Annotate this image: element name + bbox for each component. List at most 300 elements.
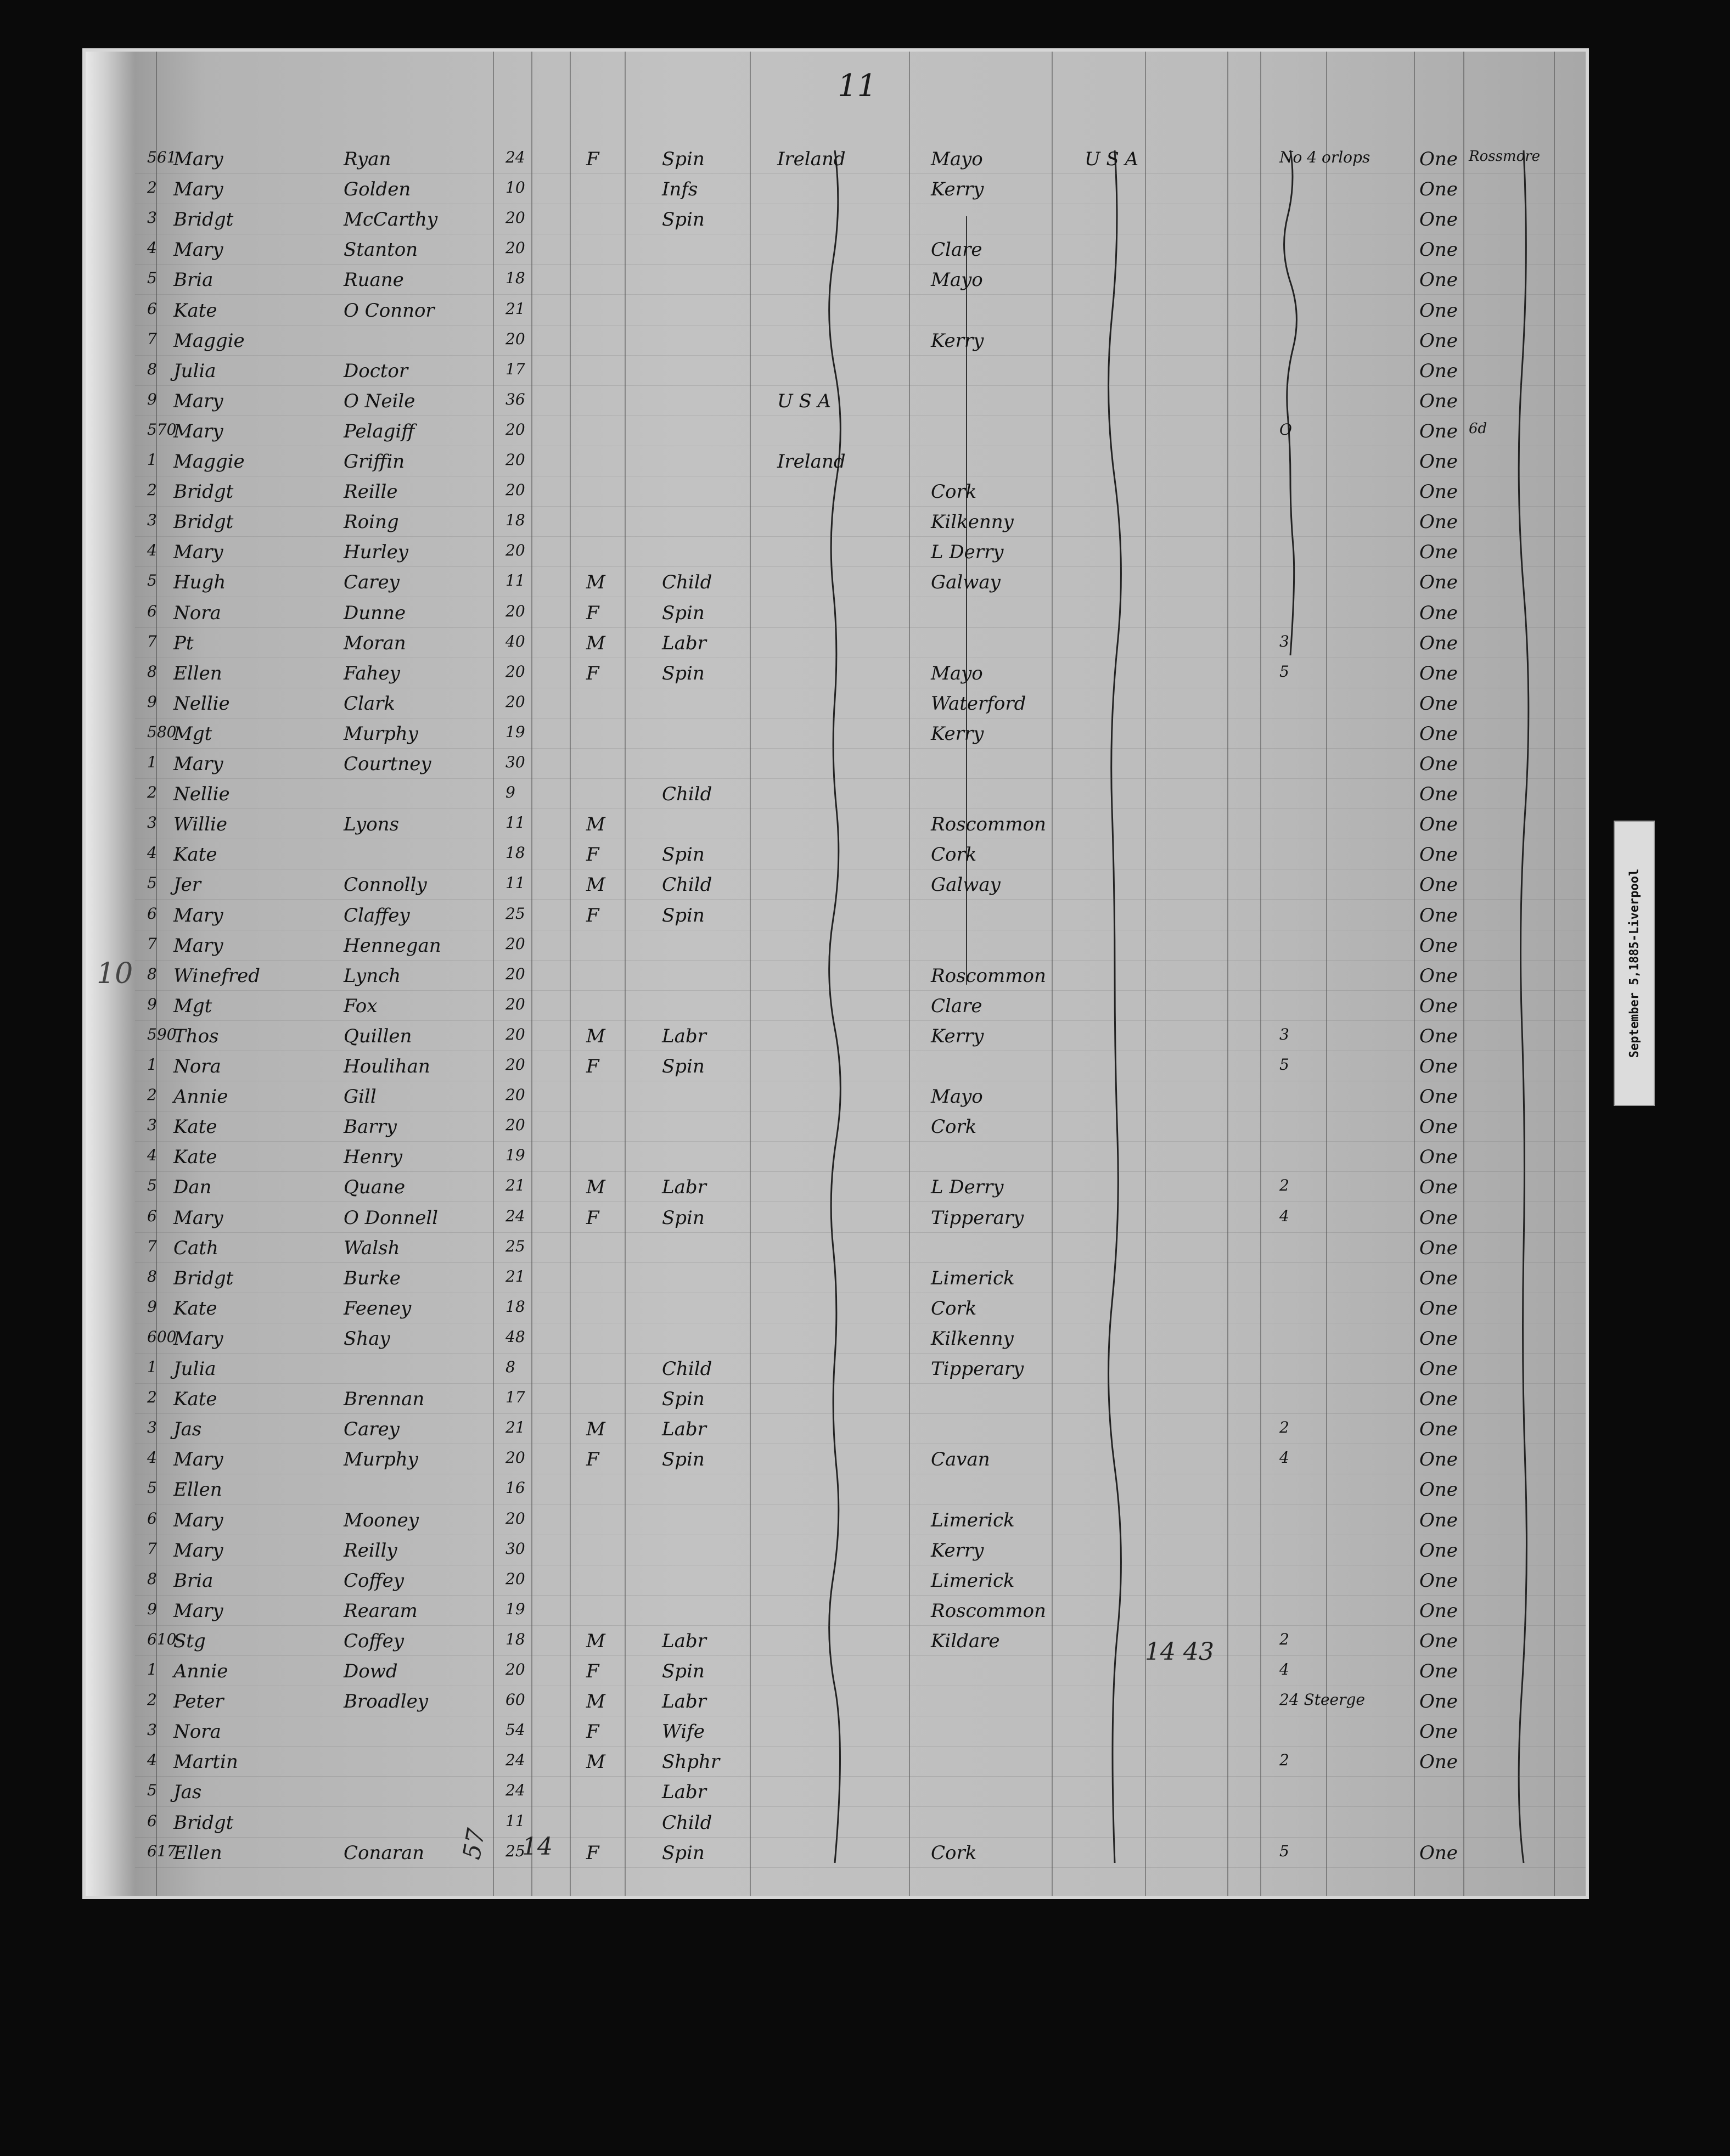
cell-age: 20 (505, 481, 525, 499)
cell-given-name: Julia (173, 360, 216, 382)
cell-entry-number: 5 (147, 269, 157, 288)
cell-surname: Coffey (344, 1569, 404, 1592)
cell-given-name: Mgt (173, 722, 212, 745)
cell-entry-number: 2 (147, 783, 157, 802)
cell-sex: F (586, 1841, 599, 1864)
cell-given-name: Mary (173, 390, 223, 412)
row-line (135, 355, 1586, 356)
cell-entry-number: 9 (147, 1599, 157, 1618)
cell-pieces-of-baggage: One (1419, 1599, 1458, 1622)
cell-age: 24 (505, 148, 525, 166)
cell-country: U S A (777, 390, 832, 412)
cell-surname: Fahey (344, 662, 400, 684)
cell-age: 21 (505, 1267, 525, 1285)
cell-sex: M (586, 1025, 605, 1047)
cell-age: 25 (505, 1841, 525, 1860)
cell-given-name: Maggie (173, 451, 245, 473)
passenger-row (86, 508, 1586, 538)
cell-county: Cork (931, 1841, 977, 1864)
cell-given-name: Dan (173, 1176, 212, 1199)
cell-occupation: Labr (662, 1176, 706, 1199)
cell-location-on-vessel: 2 (1279, 1418, 1289, 1437)
cell-pieces-of-baggage: One (1419, 451, 1458, 473)
cell-entry-number: 5 (147, 1479, 157, 1497)
passenger-row (86, 1657, 1586, 1688)
cell-county: Kerry (931, 722, 984, 745)
cell-entry-number: 6 (147, 1206, 157, 1225)
cell-pieces-of-baggage: One (1419, 1025, 1458, 1047)
cell-county: Tipperary (931, 1206, 1024, 1229)
row-line (135, 990, 1586, 991)
cell-age: 36 (505, 390, 525, 408)
passenger-row (86, 1355, 1586, 1385)
row-line (135, 1806, 1586, 1807)
cell-county: Limerick (931, 1569, 1015, 1592)
cell-occupation: Labr (662, 1691, 706, 1713)
cell-entry-number: 5 (147, 571, 157, 590)
cell-pieces-of-baggage: One (1419, 481, 1458, 503)
cell-given-name: Kate (173, 1388, 217, 1411)
cell-entry-number: 617 (147, 1841, 177, 1860)
cell-given-name: Kate (173, 1116, 217, 1138)
cell-given-name: Martin (173, 1751, 238, 1773)
passenger-row (86, 931, 1586, 962)
row-line (135, 1262, 1586, 1263)
cell-age: 11 (505, 1811, 525, 1830)
cell-given-name: Thos (173, 1025, 219, 1047)
cell-pieces-of-baggage: One (1419, 1841, 1458, 1864)
cell-occupation: Labr (662, 1418, 706, 1441)
cell-entry-number: 8 (147, 1569, 157, 1588)
cell-county: Tipperary (931, 1358, 1024, 1380)
cell-surname: Lynch (344, 964, 401, 987)
cell-age: 18 (505, 511, 525, 530)
cell-sex: F (586, 148, 599, 170)
cell-county: Mayo (931, 148, 983, 170)
cell-age: 20 (505, 1116, 525, 1135)
cell-surname: Gill (344, 1086, 377, 1108)
passenger-row (86, 1324, 1586, 1355)
passenger-row (86, 205, 1586, 236)
cell-age: 20 (505, 1055, 525, 1074)
cell-entry-number: 2 (147, 481, 157, 499)
passenger-row (86, 840, 1586, 871)
cell-entry-number: 8 (147, 1267, 157, 1285)
cell-age: 20 (505, 934, 525, 953)
cell-entry-number: 570 (147, 420, 177, 439)
passenger-row (86, 175, 1586, 206)
cell-entry-number: 1 (147, 1660, 157, 1678)
cell-surname: Quillen (344, 1025, 412, 1047)
cell-entry-number: 8 (147, 964, 157, 983)
cell-given-name: Mary (173, 1327, 223, 1350)
cell-entry-number: 3 (147, 1116, 157, 1135)
cell-surname: Coffey (344, 1630, 404, 1652)
row-line (135, 264, 1586, 265)
cell-given-name: Julia (173, 1358, 216, 1380)
cell-given-name: Ellen (173, 662, 222, 684)
cell-county: Kildare (931, 1630, 1000, 1652)
cell-entry-number: 561 (147, 148, 177, 166)
cell-entry-number: 590 (147, 1025, 177, 1043)
cell-age: 20 (505, 602, 525, 620)
cell-sex: F (586, 904, 599, 927)
cell-occupation: Spin (662, 1841, 705, 1864)
cell-remarks: Rossmore (1469, 148, 1541, 165)
cell-occupation: Shphr (662, 1751, 720, 1773)
cell-occupation: Child (662, 874, 712, 896)
cell-pieces-of-baggage: One (1419, 571, 1458, 594)
cell-pieces-of-baggage: One (1419, 934, 1458, 957)
cell-given-name: Peter (173, 1691, 224, 1713)
cell-county: Kilkenny (931, 1327, 1014, 1350)
cell-given-name: Jas (173, 1781, 202, 1804)
cell-surname: Griffin (344, 451, 405, 473)
cell-occupation: Spin (662, 1206, 705, 1229)
cell-county: Cork (931, 481, 977, 503)
passenger-row (86, 1445, 1586, 1476)
passenger-row (86, 1143, 1586, 1174)
cell-surname: O Neile (344, 390, 415, 412)
row-line (135, 899, 1586, 900)
cell-pieces-of-baggage: One (1419, 783, 1458, 806)
row-line (135, 960, 1586, 961)
cell-entry-number: 6 (147, 1509, 157, 1528)
cell-age: 18 (505, 844, 525, 862)
cell-sex: F (586, 1721, 599, 1743)
cell-sex: F (586, 602, 599, 624)
passenger-row (86, 1567, 1586, 1597)
cell-given-name: Nellie (173, 692, 230, 715)
cell-pieces-of-baggage: One (1419, 1206, 1458, 1229)
cell-pieces-of-baggage: One (1419, 753, 1458, 775)
film-side-label-text: September 5,1885-Liverpool (1627, 868, 1641, 1058)
cell-given-name: Hugh (173, 571, 226, 594)
cell-county: L Derry (931, 541, 1004, 564)
cell-age: 11 (505, 571, 525, 590)
cell-given-name: Mary (173, 1539, 223, 1562)
cell-given-name: Stg (173, 1630, 206, 1652)
cell-given-name: Mary (173, 904, 223, 927)
cell-age: 54 (505, 1721, 525, 1739)
cell-age: 20 (505, 1569, 525, 1588)
row-line (135, 1020, 1586, 1021)
cell-entry-number: 7 (147, 1237, 157, 1255)
cell-surname: O Donnell (344, 1206, 439, 1229)
row-line (135, 1413, 1586, 1414)
cell-occupation: Labr (662, 632, 706, 654)
cell-given-name: Annie (173, 1086, 228, 1108)
cell-entry-number: 8 (147, 360, 157, 378)
film-side-label (1614, 821, 1655, 1106)
cell-occupation: Infs (662, 178, 698, 201)
cell-age: 20 (505, 1660, 525, 1678)
cell-occupation: Spin (662, 662, 705, 684)
cell-given-name: Bridgt (173, 209, 234, 231)
cell-age: 20 (505, 964, 525, 983)
passenger-row (86, 659, 1586, 690)
passenger-row (86, 810, 1586, 841)
cell-surname: Quane (344, 1176, 406, 1199)
cell-age: 19 (505, 722, 525, 741)
cell-entry-number: 5 (147, 1176, 157, 1195)
cell-sex: F (586, 844, 599, 866)
cell-entry-number: 2 (147, 1388, 157, 1407)
passenger-row (86, 327, 1586, 357)
cell-county: L Derry (931, 1176, 1004, 1199)
cell-given-name: Kate (173, 1146, 217, 1169)
row-line (135, 385, 1586, 386)
cell-county: Clare (931, 239, 982, 261)
cell-given-name: Kate (173, 299, 217, 322)
cell-pieces-of-baggage: One (1419, 1146, 1458, 1169)
cell-country: Ireland (777, 451, 846, 473)
cell-entry-number: 5 (147, 1781, 157, 1800)
cell-entry-number: 4 (147, 1448, 157, 1467)
passenger-row (86, 1052, 1586, 1083)
cell-county: Roscommon (931, 1599, 1046, 1622)
row-line (135, 1625, 1586, 1626)
cell-pieces-of-baggage: One (1419, 360, 1458, 382)
cell-surname: Burke (344, 1267, 401, 1289)
cell-age: 10 (505, 178, 525, 197)
cell-occupation: Spin (662, 1660, 705, 1682)
cell-pieces-of-baggage: One (1419, 329, 1458, 352)
cell-age: 20 (505, 329, 525, 348)
passenger-row (86, 1536, 1586, 1567)
cell-location-on-vessel: 2 (1279, 1176, 1289, 1195)
cell-surname: Broadley (344, 1691, 428, 1713)
cell-entry-number: 4 (147, 1146, 157, 1165)
cell-location-on-vessel: 3 (1279, 1025, 1289, 1043)
cell-entry-number: 580 (147, 722, 177, 741)
cell-pieces-of-baggage: One (1419, 1539, 1458, 1562)
cell-occupation: Spin (662, 1448, 705, 1471)
cell-pieces-of-baggage: One (1419, 1388, 1458, 1411)
cell-county: Mayo (931, 269, 983, 291)
cell-sex: M (586, 1176, 605, 1199)
cell-entry-number: 7 (147, 1539, 157, 1558)
cell-county: Limerick (931, 1509, 1015, 1531)
cell-pieces-of-baggage: One (1419, 148, 1458, 170)
cell-pieces-of-baggage: One (1419, 299, 1458, 322)
passenger-row (86, 962, 1586, 992)
passenger-row (86, 538, 1586, 569)
page-number: 11 (838, 68, 877, 104)
passenger-row (86, 1415, 1586, 1446)
cell-pieces-of-baggage: One (1419, 904, 1458, 927)
cell-age: 20 (505, 1086, 525, 1104)
cell-pieces-of-baggage: One (1419, 632, 1458, 654)
cell-age: 20 (505, 239, 525, 257)
cell-age: 30 (505, 1539, 525, 1558)
cell-given-name: Ellen (173, 1479, 222, 1501)
row-line (135, 1353, 1586, 1354)
passenger-row (86, 780, 1586, 811)
row-line (135, 748, 1586, 749)
cell-surname: Reilly (344, 1539, 397, 1562)
cell-given-name: Bria (173, 1569, 214, 1592)
cell-entry-number: 9 (147, 1297, 157, 1316)
cell-occupation: Spin (662, 602, 705, 624)
cell-county: Kerry (931, 1539, 984, 1562)
cell-entry-number: 9 (147, 390, 157, 408)
cell-entry-number: 1 (147, 753, 157, 771)
cell-pieces-of-baggage: One (1419, 269, 1458, 291)
cell-occupation: Spin (662, 209, 705, 231)
cell-entry-number: 1 (147, 1358, 157, 1376)
cell-age: 20 (505, 451, 525, 469)
cell-surname: Golden (344, 178, 411, 201)
passenger-row (86, 720, 1586, 750)
cell-given-name: Jas (173, 1418, 202, 1441)
passenger-row (86, 1204, 1586, 1234)
cell-age: 20 (505, 692, 525, 711)
column-tally: 14 (522, 1833, 553, 1861)
cell-age: 20 (505, 995, 525, 1013)
passenger-row (86, 1294, 1586, 1325)
cell-age: 25 (505, 904, 525, 923)
cell-given-name: Nora (173, 1721, 221, 1743)
column-tally: 14 43 (1145, 1638, 1214, 1666)
cell-county: Mayo (931, 662, 983, 684)
cell-entry-number: 3 (147, 813, 157, 832)
cell-age: 20 (505, 1448, 525, 1467)
cell-surname: Houlihan (344, 1055, 430, 1077)
cell-age: 25 (505, 1237, 525, 1255)
cell-age: 24 (505, 1781, 525, 1800)
cell-location-on-vessel: 4 (1279, 1448, 1289, 1467)
cell-surname: Conaran (344, 1841, 425, 1864)
cell-given-name: Jer (173, 874, 201, 896)
cell-county: Cork (931, 1116, 977, 1138)
cell-pieces-of-baggage: One (1419, 239, 1458, 261)
cell-location-on-vessel: 4 (1279, 1206, 1289, 1225)
cell-county: Waterford (931, 692, 1026, 715)
cell-surname: Hurley (344, 541, 409, 564)
cell-occupation: Spin (662, 1055, 705, 1077)
cell-county: Kerry (931, 1025, 984, 1047)
cell-age: 20 (505, 541, 525, 560)
cell-age: 18 (505, 1630, 525, 1648)
cell-pieces-of-baggage: One (1419, 964, 1458, 987)
cell-entry-number: 6 (147, 904, 157, 923)
cell-surname: Reille (344, 481, 398, 503)
passenger-row (86, 1173, 1586, 1204)
cell-surname: Rearam (344, 1599, 418, 1622)
cell-entry-number: 7 (147, 632, 157, 650)
cell-entry-number: 3 (147, 209, 157, 227)
cell-given-name: Bridgt (173, 481, 234, 503)
cell-age: 21 (505, 299, 525, 318)
cell-pieces-of-baggage: One (1419, 1267, 1458, 1289)
cell-surname: Carey (344, 571, 400, 594)
cell-pieces-of-baggage: One (1419, 209, 1458, 231)
cell-pieces-of-baggage: One (1419, 1721, 1458, 1743)
cell-sex: M (586, 874, 605, 896)
passenger-row (86, 629, 1586, 660)
cell-entry-number: 1 (147, 1055, 157, 1074)
cell-entry-number: 2 (147, 178, 157, 197)
cell-age: 20 (505, 662, 525, 681)
passenger-row (86, 296, 1586, 327)
passenger-row (86, 447, 1586, 478)
cell-surname: Brennan (344, 1388, 425, 1411)
cell-surname: Hennegan (344, 934, 441, 957)
cell-pieces-of-baggage: One (1419, 1630, 1458, 1652)
cell-entry-number: 3 (147, 511, 157, 530)
cell-pieces-of-baggage: One (1419, 390, 1458, 412)
cell-remarks: 6d (1469, 420, 1487, 437)
cell-pieces-of-baggage: One (1419, 420, 1458, 442)
cell-sex: M (586, 1630, 605, 1652)
cell-age: 40 (505, 632, 525, 650)
cell-given-name: Mary (173, 934, 223, 957)
cell-surname: McCarthy (344, 209, 438, 231)
cell-county: Cork (931, 1297, 977, 1320)
row-line (135, 778, 1586, 779)
cell-pieces-of-baggage: One (1419, 874, 1458, 896)
cell-pieces-of-baggage: One (1419, 1327, 1458, 1350)
cell-surname: Ryan (344, 148, 391, 170)
cell-entry-number: 610 (147, 1630, 177, 1648)
cell-entry-number: 4 (147, 541, 157, 560)
passenger-row (86, 599, 1586, 630)
row-line (135, 1776, 1586, 1777)
passenger-row (86, 145, 1586, 176)
row-line (135, 1655, 1586, 1656)
cell-given-name: Mary (173, 753, 223, 775)
cell-county: Mayo (931, 1086, 983, 1108)
cell-destination: U S A (1085, 148, 1139, 170)
cell-pieces-of-baggage: One (1419, 1569, 1458, 1592)
cell-surname: Moran (344, 632, 406, 654)
cell-age: 20 (505, 1509, 525, 1528)
cell-entry-number: 2 (147, 1691, 157, 1709)
passenger-row (86, 871, 1586, 901)
cell-county: Kilkenny (931, 511, 1014, 534)
passenger-row (86, 992, 1586, 1023)
cell-sex: F (586, 662, 599, 684)
cell-given-name: Ellen (173, 1841, 222, 1864)
cell-occupation: Spin (662, 844, 705, 866)
cell-entry-number: 4 (147, 1751, 157, 1770)
cell-surname: Roing (344, 511, 399, 534)
cell-sex: M (586, 1691, 605, 1713)
cell-county: Cavan (931, 1448, 990, 1471)
cell-given-name: Mary (173, 1509, 223, 1531)
cell-location-on-vessel: 5 (1279, 662, 1289, 681)
cell-surname: Feeney (344, 1297, 412, 1320)
ledger-page (82, 48, 1589, 1899)
cell-age: 19 (505, 1146, 525, 1165)
passenger-row (86, 1264, 1586, 1295)
passenger-row (86, 417, 1586, 448)
cell-given-name: Kate (173, 844, 217, 866)
cell-age: 8 (505, 1358, 515, 1376)
cell-county: Limerick (931, 1267, 1015, 1289)
cell-surname: Dowd (344, 1660, 398, 1682)
row-line (135, 1201, 1586, 1202)
cell-pieces-of-baggage: One (1419, 1418, 1458, 1441)
cell-entry-number: 8 (147, 662, 157, 681)
passenger-row (86, 1627, 1586, 1658)
cell-age: 18 (505, 269, 525, 288)
cell-age: 18 (505, 1297, 525, 1316)
cell-surname: Connolly (344, 874, 427, 896)
passenger-row (86, 357, 1586, 388)
row-line (135, 294, 1586, 295)
